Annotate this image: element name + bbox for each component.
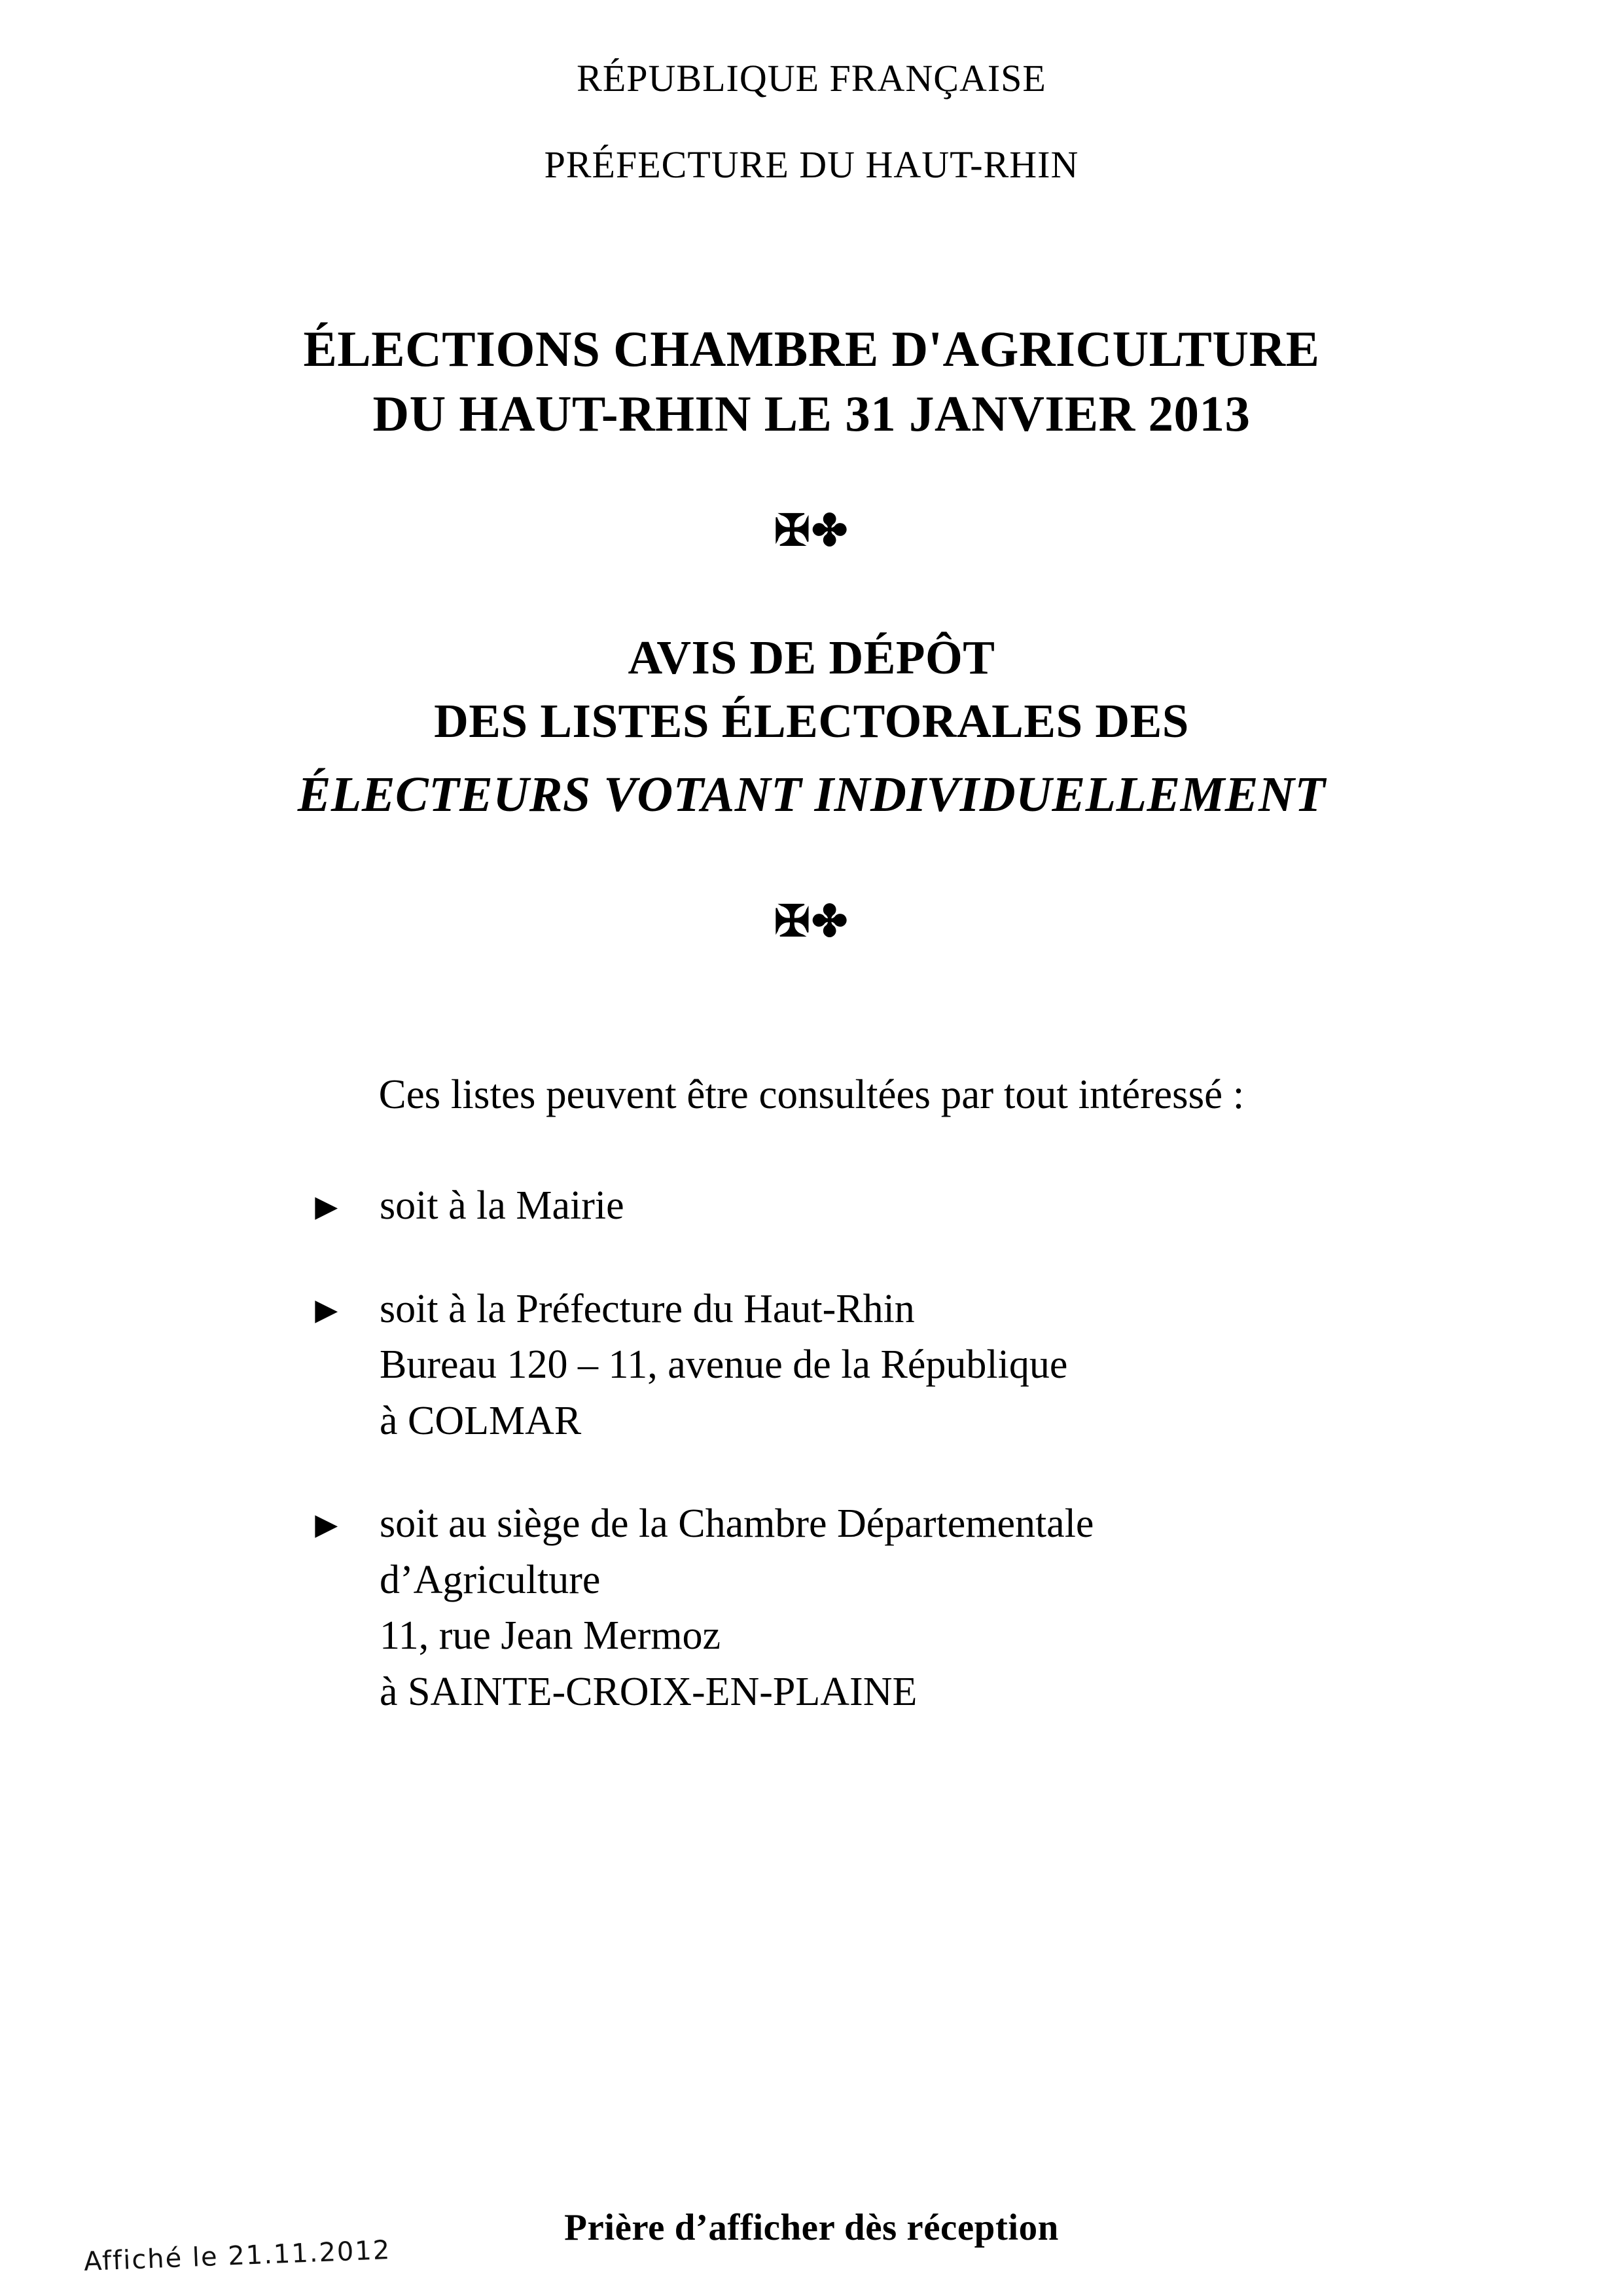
triangle-bullet-icon: ► [308, 1503, 346, 1547]
subtitle-line-2: DES LISTES ÉLECTORALES DES [434, 694, 1189, 747]
subtitle-line-1: AVIS DE DÉPÔT [628, 631, 995, 685]
list-item-line: soit à la Mairie [380, 1183, 624, 1229]
republic-line: RÉPUBLIQUE FRANÇAISE [577, 57, 1046, 99]
list-item-line: soit au siège de la Chambre Départementale [380, 1501, 1094, 1547]
subtitle-block [0, 626, 1623, 827]
footer-note: Prière d’afficher dès réception [564, 2207, 1059, 2248]
list-item-line: à COLMAR [380, 1398, 582, 1443]
handwritten-stamp: Affiché le 21.11.2012 [83, 2235, 392, 2277]
list-item [308, 1282, 1544, 1450]
main-title-line-1: ÉLECTIONS CHAMBRE D'AGRICULTURE [303, 321, 1320, 378]
ornament-divider-icon: ✠✤ [774, 507, 849, 556]
subtitle-line-3: ÉLECTEURS VOTANT INDIVIDUELLEMENT [297, 767, 1326, 822]
triangle-bullet-icon: ► [308, 1185, 346, 1229]
list-item [308, 1496, 1544, 1720]
header-block [0, 0, 1623, 192]
list-item-line: soit à la Préfecture du Haut-Rhin [380, 1286, 915, 1331]
list-item [308, 1178, 1544, 1234]
triangle-bullet-icon: ► [308, 1288, 346, 1331]
ornament-divider-icon-2: ✠✤ [774, 898, 849, 946]
main-title [0, 317, 1623, 446]
list-item-line: à SAINTE-CROIX-EN-PLAINE [380, 1670, 918, 1715]
main-title-line-2: DU HAUT-RHIN LE 31 JANVIER 2013 [372, 385, 1251, 442]
bullet-list [0, 1178, 1623, 1720]
prefecture-line: PRÉFECTURE DU HAUT-RHIN [544, 143, 1079, 187]
intro-paragraph: Ces listes peuvent être consultées par tout intéressé : [378, 1071, 1245, 1118]
list-item-text [380, 1178, 1544, 1234]
list-item-text [380, 1496, 1544, 1720]
list-item-line: d’Agriculture [380, 1557, 601, 1602]
list-item-line: 11, rue Jean Mermoz [380, 1613, 721, 1659]
list-item-line: Bureau 120 – 11, avenue de la République [380, 1342, 1068, 1388]
list-item-text [380, 1282, 1544, 1450]
